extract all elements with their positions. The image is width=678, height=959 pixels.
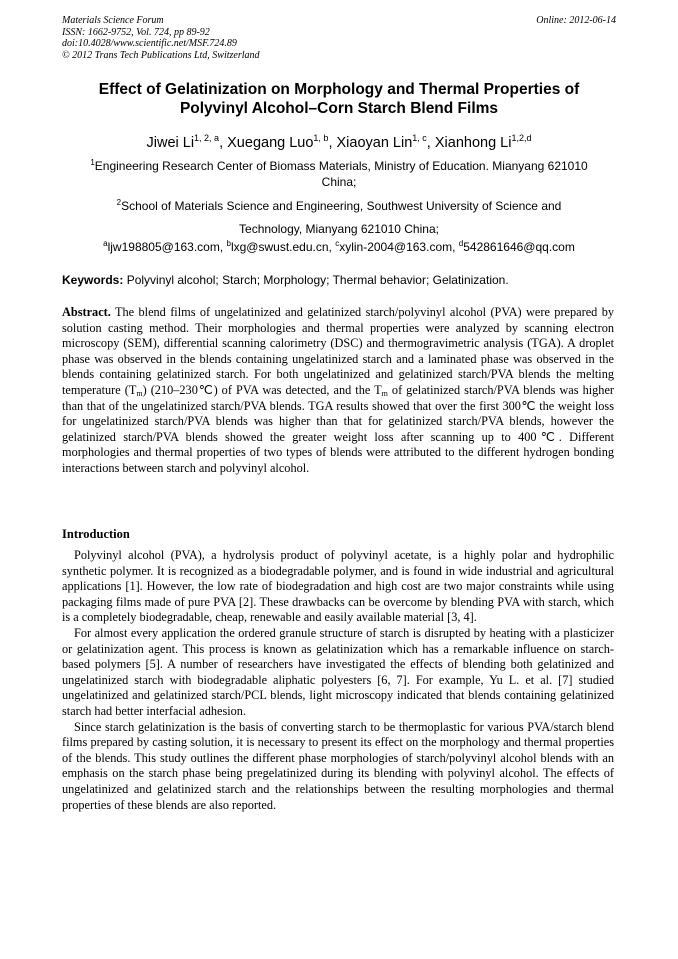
author-2 — [227, 135, 336, 151]
email-marker: a — [103, 239, 108, 248]
abstract-label: Abstract. — [62, 305, 111, 319]
email-address: ljw198805@163.com, — [107, 240, 227, 254]
affiliation-2-line-1: School of Materials Science and Engineering, Southwest University of Science and — [121, 199, 562, 213]
journal-name: Materials Science Forum — [62, 15, 164, 26]
affiliation-2-line-2: Technology, Mianyang 621010 China; — [239, 222, 439, 236]
keywords-label: Keywords: — [62, 273, 124, 287]
author-affiliation-marker: 1,2,d — [511, 133, 532, 143]
subscript-m: m — [381, 388, 388, 398]
abstract-text-2: ) (210–230℃) of PVA was detected, and the T — [142, 382, 382, 397]
email-marker: d — [458, 239, 464, 248]
abstract-text-3: of gelatinized starch/PVA blends was higher than that of the ungelatinized starch/PVA blends. TGA results showed that over the first 300℃ the weight loss for ungelatinized starch/PVA blends was higher than that for gelatinized starch/PVA blends, however the gelatinized starch/PVA blends showed the greater weight loss after scanning up to 400℃. Different morphologies and thermal properties of two types of blends were attributed to the different hydrogen bonding interactions between starch and polyvinyl alcohol. — [62, 382, 614, 475]
introduction-paragraph-3: Since starch gelatinization is the basis of converting starch to be thermoplastic for various PVA/starch blend films prepared by casting solution, it is necessary to present its effect on the morphology and thermal properties of the blends. This study outlines the different phase morphologies of starch/polyvinyl alcohol blends with an emphasis on the starch phase being pregelatinized during its blending with polyvinyl alcohol. The effects of ungelatinized and gelatinized starch and the relationships between the resulting morphologies and thermal properties of these blends are also reported. — [62, 719, 614, 812]
email-d — [459, 240, 575, 254]
online-date: Online: 2012-06-14 — [536, 15, 616, 26]
author-name: Xuegang Luo — [227, 135, 314, 151]
title-line-2: Polyvinyl Alcohol–Corn Starch Blend Films — [179, 100, 499, 117]
affiliation-1 — [62, 155, 616, 190]
subscript-m: m — [136, 388, 143, 398]
affiliation-marker: 1 — [90, 158, 95, 167]
email-marker: b — [226, 239, 231, 248]
email-b — [227, 240, 336, 254]
introduction-body — [62, 548, 614, 813]
abstract-text-1: The blend films of ungelatinized and gelatinized starch/polyvinyl alcohol (PVA) were prepared by solution casting method. Their morphologies and thermal properties were analyzed by scanning electron microscopy (SEM), differential scanning calorimetry (DSC) and thermogravimetric analysis (TGA). A droplet phase was observed in the blends containing ungelatinized starch and a laminated phase was observed in the blends containing gelatinized starch. For both ungelatinized and gelatinized starch/PVA blends the melting temperature (T — [62, 305, 614, 397]
author-affiliation-marker: 1, b — [313, 133, 329, 143]
paper-title — [62, 80, 616, 118]
email-list — [62, 236, 616, 255]
email-a — [103, 240, 226, 254]
author-affiliation-marker: 1, c — [412, 133, 427, 143]
email-address: 542861646@qq.com — [463, 240, 575, 254]
title-line-1: Effect of Gelatinization on Morphology and Thermal Properties of — [98, 81, 580, 98]
doi-line: doi:10.4028/www.scientific.net/MSF.724.89 — [62, 38, 237, 49]
affiliation-marker: 2 — [116, 198, 122, 207]
journal-header — [62, 15, 260, 61]
abstract — [62, 305, 614, 477]
author-separator: , — [328, 135, 337, 151]
introduction-heading: Introduction — [62, 527, 130, 541]
affiliation-2 — [62, 193, 616, 239]
author-3 — [337, 135, 435, 151]
author-name: Jiwei Li — [146, 135, 195, 151]
copyright-line: © 2012 Trans Tech Publications Ltd, Switzerland — [62, 49, 260, 61]
author-name: Xianhong Li — [434, 135, 512, 151]
author-affiliation-marker: 1, 2, a — [194, 133, 220, 143]
email-c — [335, 240, 459, 254]
email-address: xylin-2004@163.com, — [339, 240, 459, 254]
keywords-text: Polyvinyl alcohol; Starch; Morphology; Thermal behavior; Gelatinization. — [123, 273, 509, 287]
email-marker: c — [335, 239, 340, 248]
author-list — [62, 129, 616, 152]
author-separator: , — [219, 135, 228, 151]
affiliation-1-line-2: China; — [321, 175, 357, 189]
email-address: lxg@swust.edu.cn, — [230, 240, 336, 254]
introduction-paragraph-1: Polyvinyl alcohol (PVA), a hydrolysis product of polyvinyl acetate, is a highly polar and hydrophilic synthetic polymer. It is recognized as a biodegradable polymer, and is found in wide industrial and agricultural applications [1]. However, the low rate of biodegradation and high cost are two major constraints while using packaging films made of pure PVA [2]. These drawbacks can be overcome by blending PVA with starch, which is a completely biodegradable, cheap, renewable and easily available material [3, 4]. — [62, 548, 614, 625]
author-4 — [435, 135, 532, 151]
keywords — [62, 273, 622, 288]
author-1 — [147, 135, 228, 151]
affiliation-1-line-1: Engineering Research Center of Biomass Materials, Ministry of Education. Mianyang 621010 — [94, 159, 588, 173]
author-name: Xiaoyan Lin — [336, 135, 413, 151]
introduction-paragraph-2: For almost every application the ordered granule structure of starch is disrupted by heating with a plasticizer or gelatinization agent. This process is known as gelatinization which has a remarkable influence on starch-based polymers [5]. A number of researchers have investigated the effects of blending both gelatinized and ungelatinized starch with biodegradable aliphatic polyesters [6, 7]. For example, Yu L. et al. [7] studied ungelatinized and gelatinized starch/PCL blends, light microscopy indicated that blends containing gelatinized starch had better interfacial adhesion. — [62, 625, 614, 718]
author-separator: , — [426, 135, 435, 151]
issn-line: ISSN: 1662-9752, Vol. 724, pp 89-92 — [62, 26, 210, 38]
